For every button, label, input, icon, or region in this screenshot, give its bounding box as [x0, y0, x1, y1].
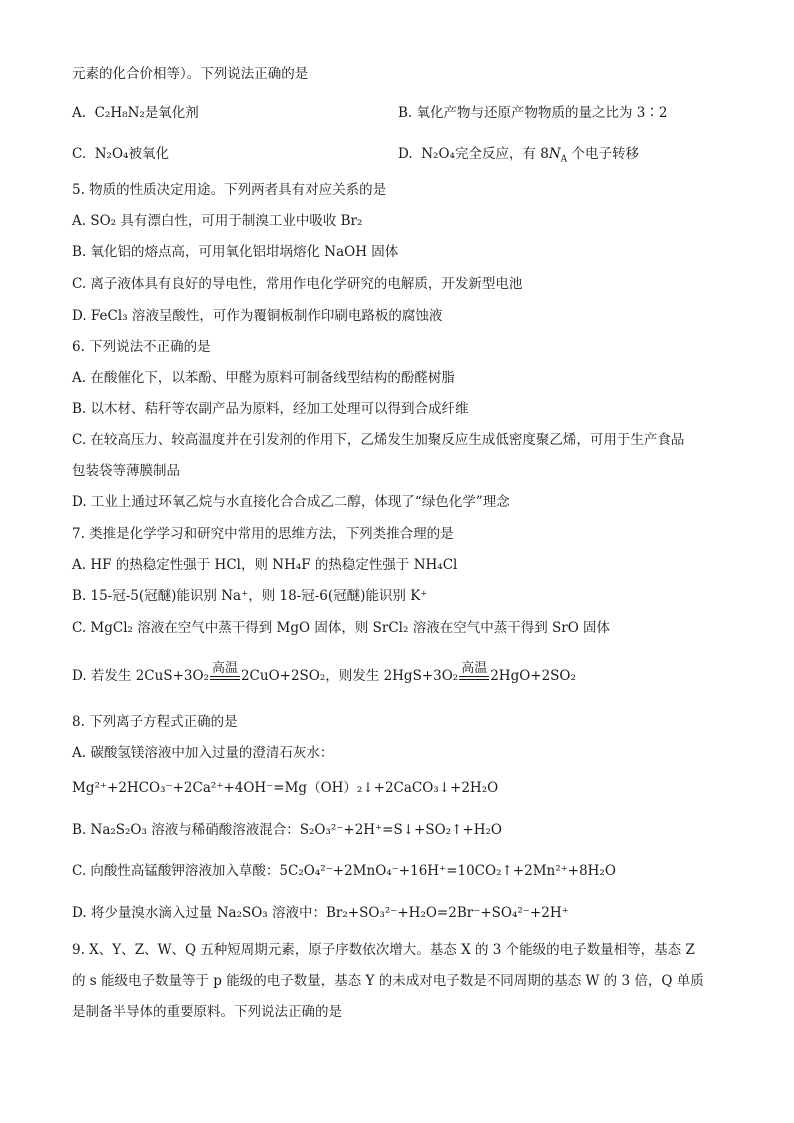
q5-option-c: C. 离子液体具有良好的导电性，常用作电化学研究的电解质，开发新型电池 — [72, 276, 523, 292]
q5-option-a: A. SO₂ 具有漂白性，可用于制溴工业中吸收 Br₂ — [72, 213, 363, 229]
q7-d-part3: 2HgO+2SO₂ — [490, 668, 576, 684]
q7-option-d — [72, 661, 576, 686]
q7-stem: 7. 类推是化学学习和研究中常用的思维方法，下列类推合理的是 — [72, 526, 454, 542]
q6-option-d: D. 工业上通过环氧乙烷与水直接化合合成乙二醇，体现了“绿色化学”理念 — [72, 494, 510, 510]
q6-stem: 6. 下列说法不正确的是 — [72, 339, 211, 355]
q4-d-na-sub: A — [560, 154, 568, 165]
q4-d-na: N — [548, 146, 561, 162]
q4-d-formula: N₂O₄ — [421, 146, 455, 162]
q7-option-b: B. 15-冠-5(冠醚)能识别 Na⁺，则 18-冠-6(冠醚)能识别 K⁺ — [72, 588, 428, 604]
q4-a-text: 是氧化剂 — [144, 105, 199, 121]
q6-option-c-line2: 包装袋等薄膜制品 — [72, 463, 180, 479]
q5-stem: 5. 物质的性质决定用途。下列两者具有对应关系的是 — [72, 182, 387, 198]
q8-stem: 8. 下列离子方程式正确的是 — [72, 714, 238, 730]
q7-option-a: A. HF 的热稳定性强于 HCl，则 NH₄F 的热稳定性强于 NH₄Cl — [72, 557, 458, 573]
q8-option-a-line1: A. 碳酸氢镁溶液中加入过量的澄清石灰水： — [72, 745, 334, 761]
q5-option-b: B. 氧化铝的熔点高，可用氧化铝坩埚熔化 NaOH 固体 — [72, 244, 399, 260]
q7-option-c: C. MgCl₂ 溶液在空气中蒸干得到 MgO 固体，则 SrCl₂ 溶液在空气中蒸干得到 SrO 固体 — [72, 620, 611, 636]
q6-option-a: A. 在酸催化下，以苯酚、甲醛为原料可制备线型结构的酚醛树脂 — [72, 370, 455, 386]
equals-arrow — [459, 676, 489, 680]
q8-option-d: D. 将少量溴水滴入过量 Na₂SO₃ 溶液中：Br₂+SO₃²⁻+H₂O=2Br⁻+SO₄²⁻+2H⁺ — [72, 905, 569, 921]
q9-line3: 是制备半导体的重要原料。下列说法正确的是 — [72, 1004, 342, 1020]
q4-d-prefix: D. — [398, 146, 413, 162]
q8-option-c: C. 向酸性高锰酸钾溶液加入草酸：5C₂O₄²⁻+2MnO₄⁻+16H⁺=10CO₂↑+2Mn²⁺+8H₂O — [72, 863, 616, 879]
q4-a-prefix: A. — [72, 105, 87, 121]
q4-c-prefix: C. — [72, 146, 87, 162]
q4-c-formula: N₂O₄ — [94, 146, 129, 162]
q7-d-part1: D. 若发生 2CuS+3O₂ — [72, 668, 209, 684]
q4-a-formula: C₂H₈N₂ — [94, 105, 145, 121]
q8-option-b: B. Na₂S₂O₃ 溶液与稀硝酸溶液混合：S₂O₃²⁻+2H⁺=S↓+SO₂↑+H₂O — [72, 822, 502, 838]
q4-option-d — [398, 144, 639, 164]
intro-line: 元素的化合价相等）。下列说法正确的是 — [72, 66, 309, 82]
q9-line1: 9. X、Y、Z、W、Q 五种短周期元素，原子序数依次增大。基态 X 的 3 个能级的电子数量相等，基态 Z — [72, 942, 695, 958]
q8-option-a-equation: Mg²⁺+2HCO₃⁻+2Ca²⁺+4OH⁻=Mg（OH）₂↓+2CaCO₃↓+2H₂O — [72, 780, 499, 796]
q4-d-text2: 个电子转移 — [567, 146, 639, 162]
q6-option-b: B. 以木材、秸秆等农副产品为原料，经加工处理可以得到合成纤维 — [72, 401, 469, 417]
condition-label: 高温 — [211, 661, 238, 676]
q7-d-part2: 2CuO+2SO₂，则发生 2HgS+3O₂ — [240, 668, 459, 684]
q4-option-b: B. 氧化产物与还原产物物质的量之比为 3∶2 — [398, 105, 668, 121]
equals-arrow — [210, 676, 240, 680]
reaction-condition-arrow — [459, 661, 489, 680]
q6-option-c-line1: C. 在较高压力、较高温度并在引发剂的作用下，乙烯发生加聚反应生成低密度聚乙烯，可用于生产食品 — [72, 432, 685, 448]
q4-c-text: 被氧化 — [128, 146, 169, 162]
q4-option-a — [72, 103, 199, 123]
q5-option-d: D. FeCl₃ 溶液呈酸性，可作为覆铜板制作印刷电路板的腐蚀液 — [72, 308, 443, 324]
reaction-condition-arrow — [210, 661, 240, 680]
q9-line2: 的 s 能级电子数量等于 p 能级的电子数量，基态 Y 的未成对电子数是不同周期的基态 W 的 3 倍，Q 单质 — [72, 973, 704, 989]
condition-label: 高温 — [461, 661, 488, 676]
q4-option-c — [72, 144, 169, 164]
q4-d-text1: 完全反应，有 8 — [454, 146, 549, 162]
